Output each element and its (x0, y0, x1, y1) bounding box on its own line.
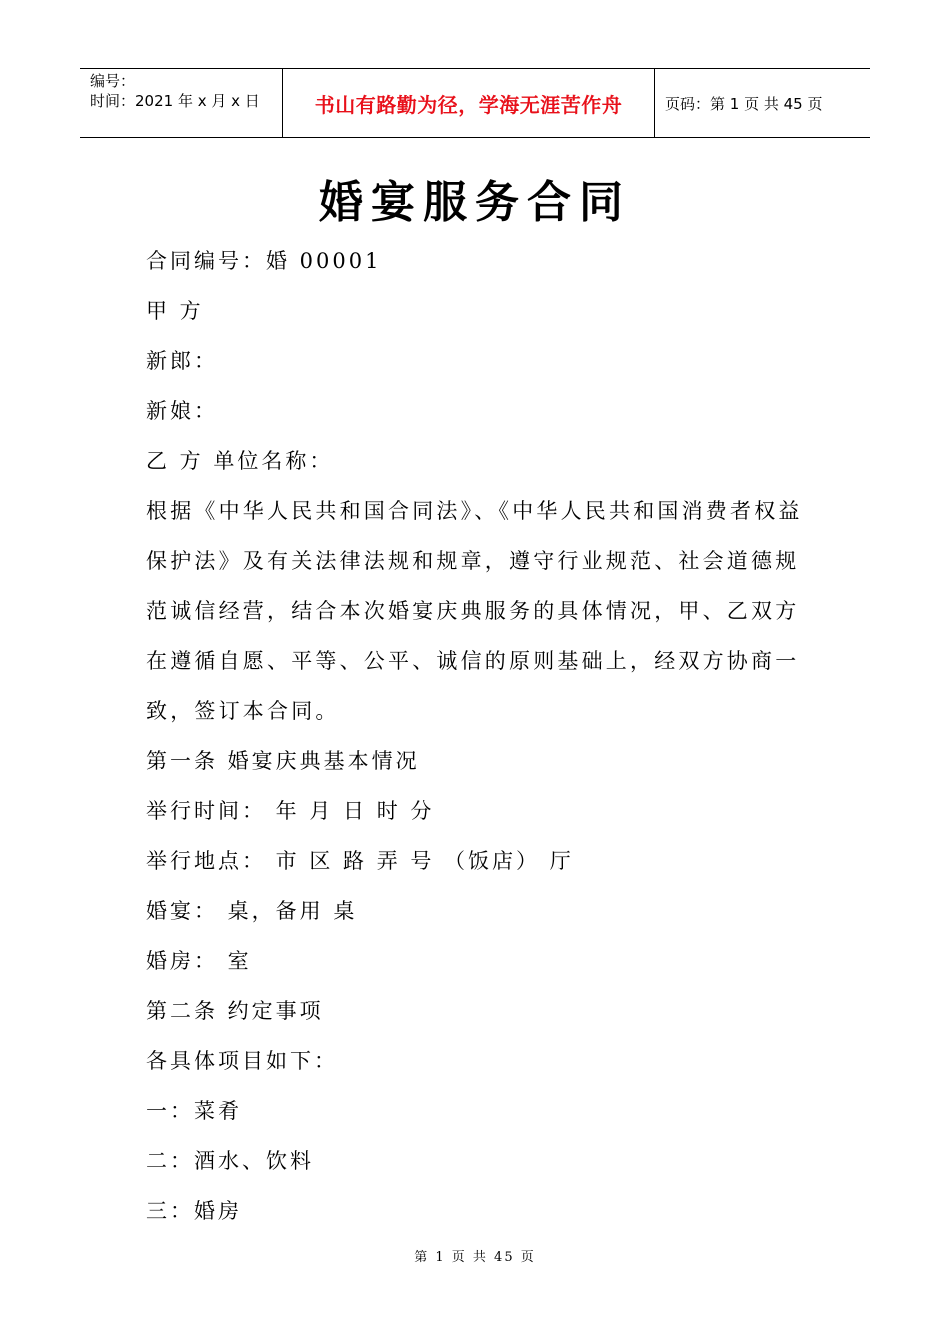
preamble-paragraph: 根据《中华人民共和国合同法》、《中华人民共和国消费者权益保护法》及有关法律法规和规章，遵守行业规范、社会道德规范诚信经营，结合本次婚宴庆典服务的具体情况，甲、乙双方在遵循自愿、平等、公平、诚信的原则基础上，经双方协商一致，签订本合同。 (146, 499, 803, 723)
article-1-heading: 第一条 婚宴庆典基本情况 (146, 749, 420, 773)
header-code: 编号： (90, 72, 136, 90)
header-meta (80, 69, 282, 137)
bridal-room: 婚房： 室 (146, 949, 252, 973)
list-item: 三：婚房 (146, 1199, 242, 1223)
header-motto: 书山有路勤为径，学海无涯苦作舟 (282, 69, 655, 137)
document-title: 婚宴服务合同 (319, 177, 631, 228)
page-header (80, 68, 870, 138)
banquet-tables: 婚宴： 桌，备用 桌 (146, 899, 358, 923)
party-b: 乙 方 单位名称： (146, 449, 334, 473)
items-intro: 各具体项目如下： (146, 1049, 338, 1073)
party-a: 甲 方 (146, 299, 204, 323)
document-body (146, 236, 816, 1236)
article-2-heading: 第二条 约定事项 (146, 999, 324, 1023)
list-item: 二：酒水、饮料 (146, 1149, 314, 1173)
bride-field: 新娘： (146, 399, 218, 423)
page-footer: 第 1 页 共 45 页 (414, 1250, 536, 1265)
ceremony-venue: 举行地点： 市 区 路 弄 号 （饭店） 厅 (146, 849, 574, 873)
list-item: 一：菜肴 (146, 1099, 242, 1123)
groom-field: 新郎： (146, 349, 218, 373)
header-date: 时间：2021 年 x 月 x 日 (90, 92, 260, 110)
header-page-info: 页码：第 1 页 共 45 页 (665, 94, 823, 113)
ceremony-time: 举行时间： 年 月 日 时 分 (146, 799, 435, 823)
contract-number: 合同编号：婚 00001 (146, 249, 382, 273)
